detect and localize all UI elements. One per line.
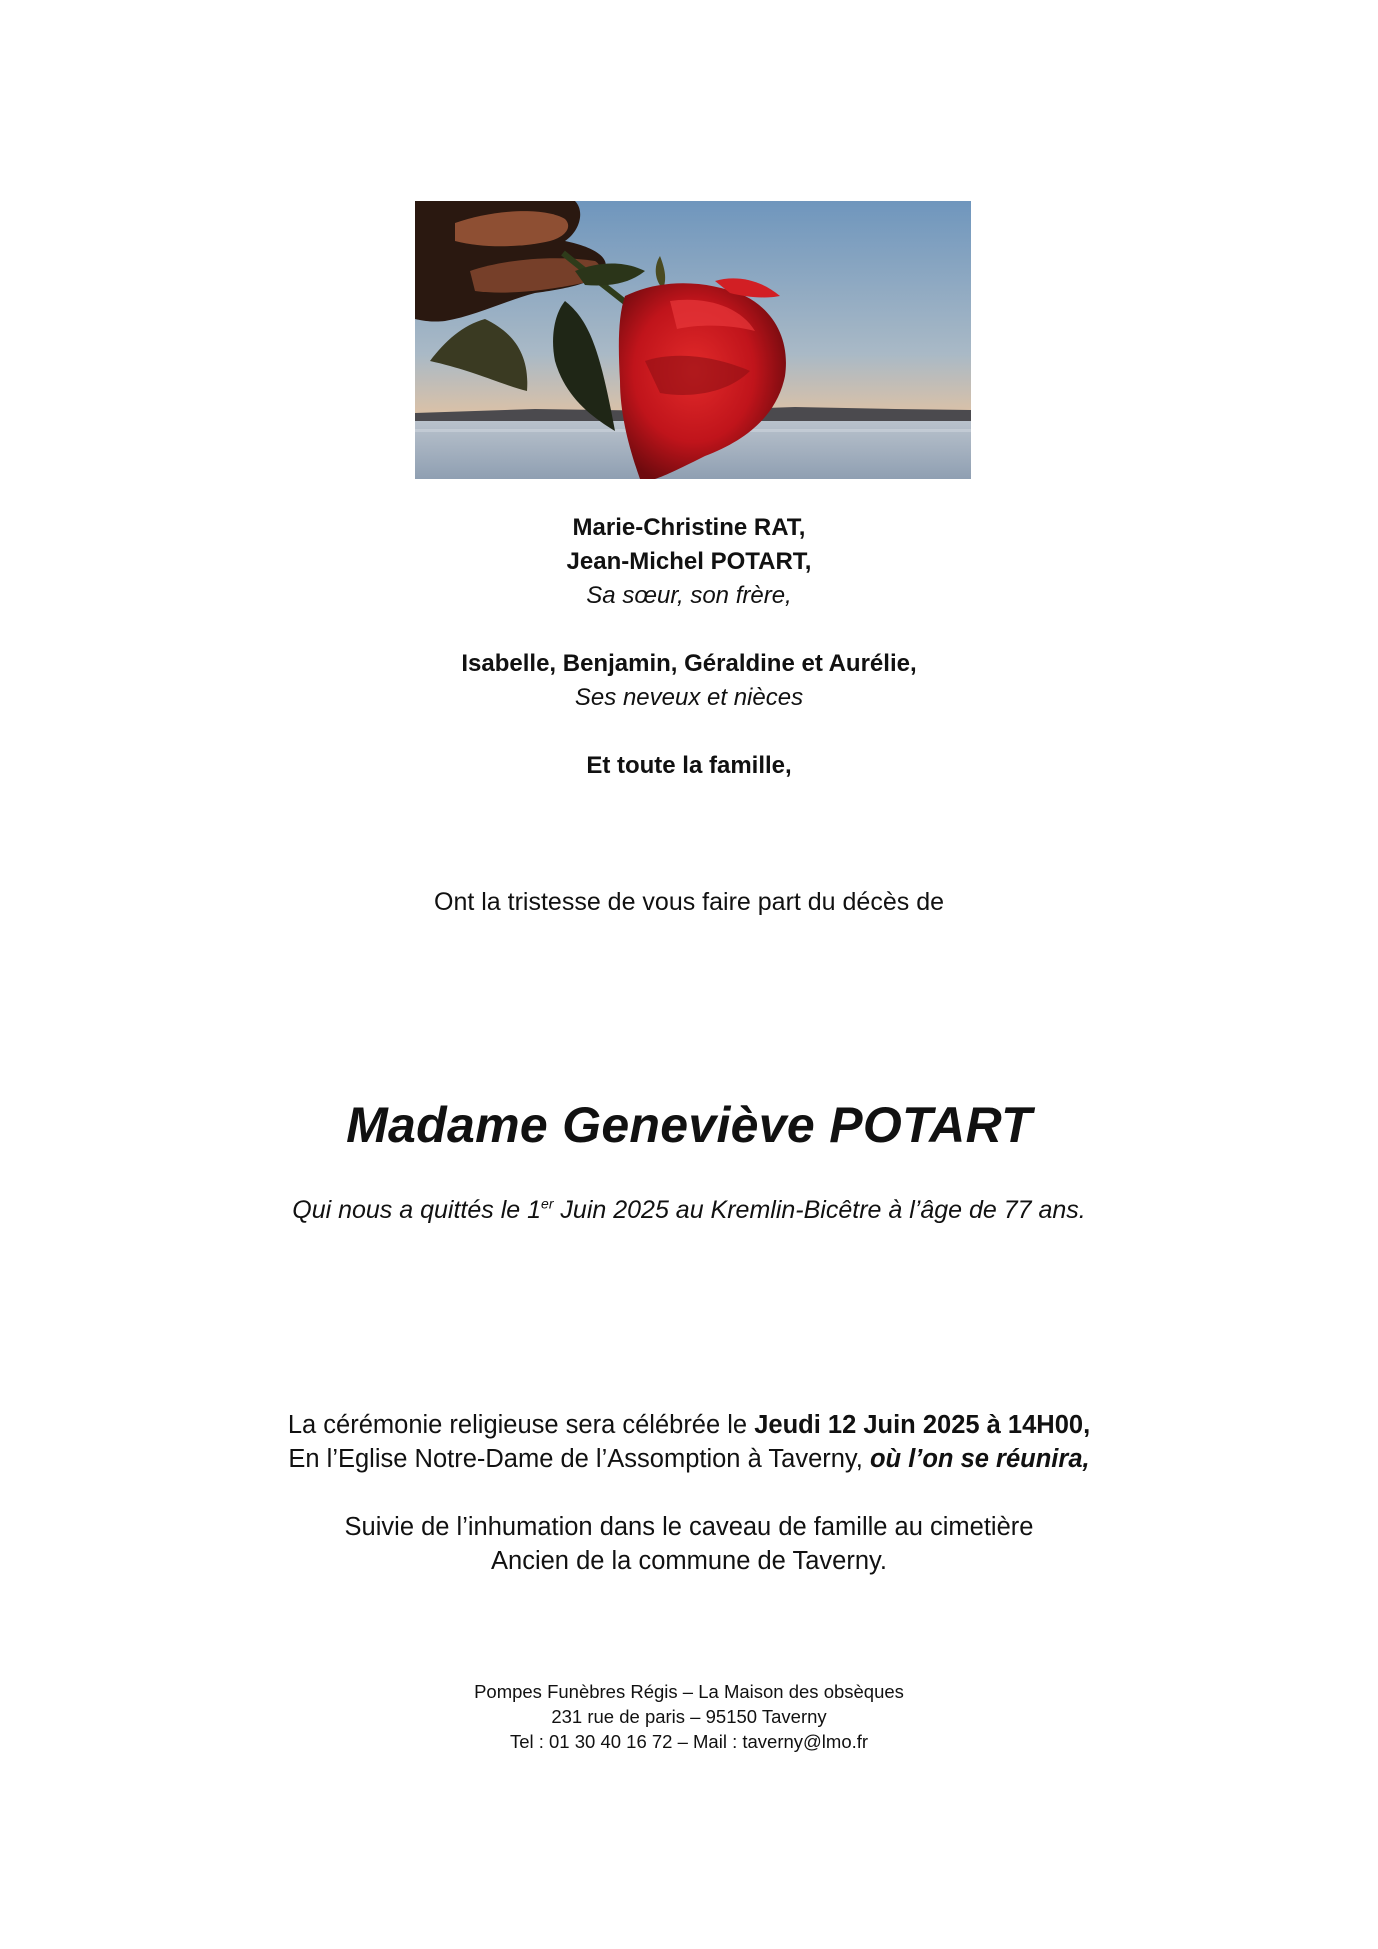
- death-details: [0, 1196, 1378, 1225]
- death-details-suffix: Juin 2025 au Kremlin-Bicêtre à l’âge de 77 ans.: [553, 1196, 1086, 1224]
- nephews-names: Isabelle, Benjamin, Géraldine et Aurélie,: [461, 650, 917, 677]
- all-family: Et toute la famille,: [586, 752, 792, 779]
- ceremony-line-2: [0, 1445, 1378, 1474]
- ceremony-gathering: où l’on se réunira,: [869, 1445, 1090, 1473]
- ceremony-date: Jeudi 12 Juin 2025 à 14H00,: [754, 1411, 1091, 1439]
- ceremony-text: La cérémonie religieuse sera célébrée le: [287, 1411, 755, 1439]
- death-details-prefix: Qui nous a quittés le 1: [292, 1196, 542, 1224]
- nephews-relation: Ses neveux et nièces: [574, 684, 804, 711]
- ceremony-place: En l’Eglise Notre-Dame de l’Assomption à Taverny,: [288, 1445, 870, 1473]
- burial-line-1: Suivie de l’inhumation dans le caveau de famille au cimetière: [344, 1513, 1034, 1541]
- deceased-name: Madame Geneviève POTART: [346, 1097, 1032, 1153]
- footer-contact: Tel : 01 30 40 16 72 – Mail : taverny@lmo.fr: [509, 1731, 869, 1752]
- sibling-name-1: Marie-Christine RAT,: [572, 514, 806, 541]
- burial-line-2: Ancien de la commune de Taverny.: [491, 1547, 887, 1575]
- death-details-superscript: er: [541, 1195, 554, 1212]
- footer-address: 231 rue de paris – 95150 Taverny: [551, 1706, 827, 1727]
- announcement-intro: Ont la tristesse de vous faire part du décès de: [434, 888, 944, 916]
- rose-in-hand-sunset-image: [415, 201, 971, 479]
- footer-company: Pompes Funèbres Régis – La Maison des obsèques: [474, 1681, 904, 1702]
- siblings-relation: Sa sœur, son frère,: [586, 582, 792, 609]
- ceremony-line-1: [0, 1411, 1378, 1440]
- rose-illustration: [415, 201, 971, 479]
- sibling-name-2: Jean-Michel POTART,: [566, 548, 812, 575]
